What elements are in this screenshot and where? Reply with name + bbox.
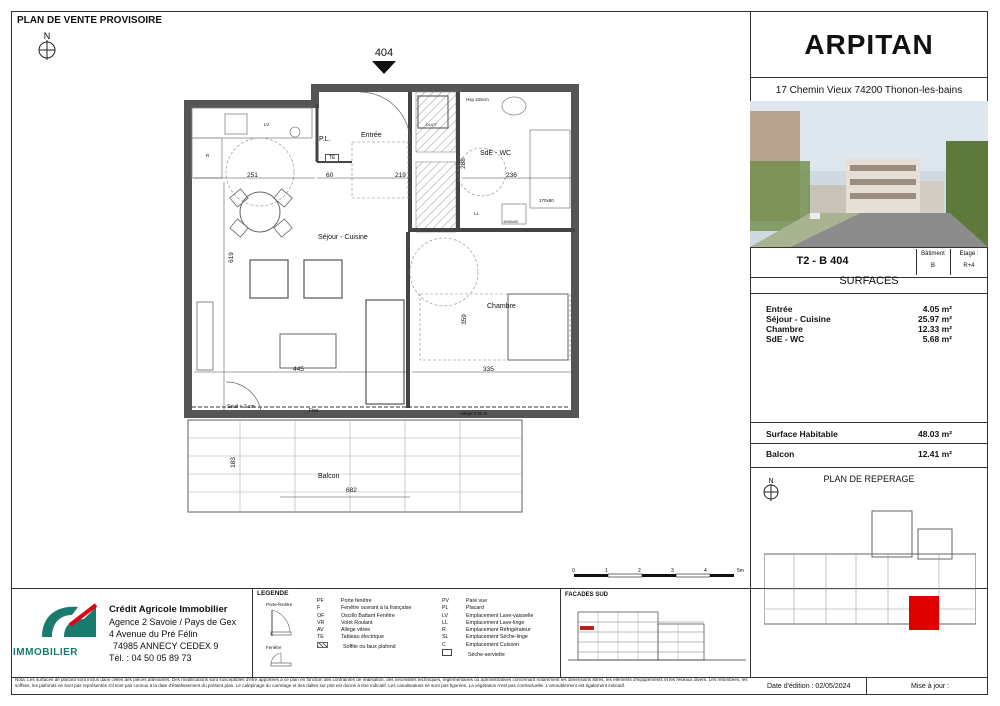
note-seuil: Seuil < 2 cm <box>227 404 255 410</box>
divider <box>750 467 988 468</box>
legend-item: PL Placard <box>442 605 484 612</box>
legend-porte-fenetre: Porte-fenêtre <box>266 602 293 607</box>
dim-183: 183 <box>229 457 237 468</box>
surface-habitable-value: 48.03 m² <box>917 429 952 439</box>
divider <box>866 677 867 695</box>
legend-item: LL Emplacement Lave-linge <box>442 619 525 626</box>
legend-item: C Emplacement Cuisson <box>442 641 519 648</box>
floor-value: R+4 <box>963 263 975 269</box>
facade-elevation <box>568 606 746 666</box>
divider <box>750 77 988 78</box>
project-photo <box>750 101 988 247</box>
dim-219: 219 <box>395 172 406 179</box>
surface-habitable-row <box>766 429 952 439</box>
logo-wordmark: IMMOBILIER <box>13 647 78 658</box>
legend-item: Soffite ou faux plafond <box>317 642 411 651</box>
repere-title: PLAN DE REPERAGE <box>823 474 915 484</box>
dim-60: 60 <box>326 172 334 179</box>
legend-item: SL Emplacement Sèche-linge <box>442 634 528 641</box>
note-fixe: Fixe <box>309 408 319 414</box>
agency-line3: 74985 ANNECY CEDEX 9 <box>113 641 219 651</box>
legend-item: AV Allège vitrée <box>317 627 371 634</box>
svg-text:N: N <box>43 31 51 41</box>
door-number: 404 <box>374 47 394 59</box>
note-bath: 170x80 <box>539 198 554 203</box>
note-r: R <box>206 153 210 158</box>
info-panel <box>750 11 988 591</box>
dim-236: 236 <box>506 172 517 179</box>
scale-tick: 3 <box>671 568 674 574</box>
divider <box>750 293 988 294</box>
surface-room: SdE - WC <box>766 334 805 344</box>
divider <box>750 677 988 678</box>
scale-tick: 2 <box>638 568 641 574</box>
legend-item: PF Porte fenêtre <box>317 598 372 604</box>
dim-619: 619 <box>227 252 235 263</box>
legend-item: VR Volet Roulant <box>317 619 373 626</box>
balcon-row <box>766 449 952 459</box>
note-duct: DUCT <box>426 122 438 127</box>
divider <box>750 443 988 444</box>
dim-359: 359 <box>460 314 468 325</box>
site-plan <box>764 509 976 631</box>
agency-line1: Agence 2 Savoie / Pays de Gex <box>109 617 237 627</box>
update-label: Mise à jour : <box>911 683 950 690</box>
north-arrow-icon <box>760 476 782 502</box>
surface-room: Chambre <box>766 324 803 334</box>
legend-title: LEGENDE <box>257 590 289 597</box>
svg-text:N: N <box>768 478 774 485</box>
credit-agricole-logo <box>38 601 100 641</box>
scale-tick: 0 <box>572 568 575 574</box>
porte-fenetre-symbol <box>270 608 292 638</box>
page-title: PLAN DE VENTE PROVISOIRE <box>17 15 163 26</box>
footer-note: Nota: Les surfaces de placard sont inclus dans celles des pièces attenantes. Des modifications sont susceptibles d'être apportées à ce plan en fonction des contraintes de réalisation, des nécessités techniques, réglementaires ou administratives concernant notamment les dimensions libres, les éléments d'équipements et les réseaux divers. Les retombées, les soffites, les plafonds ne sont pas représentés s'il sont pas connus à la date d'établissement du présent plan. Le calepinage du carrelage et des dalles sur plot est donné à titre indicatif. Les canalisations ne sont pas figurées. La végétation n'est pas contractuelle. L'ameublement est également indicatif. <box>15 677 748 688</box>
dim-288: 288 <box>459 158 467 169</box>
edition-date: Date d'édition : 02/05/2024 <box>767 683 851 690</box>
room-label-entree: Entrée <box>361 132 382 139</box>
balcon-label: Balcon <box>766 449 795 459</box>
project-address: 17 Chemin Vieux 74200 Thonon-les-bains <box>775 85 963 96</box>
divider <box>252 588 253 677</box>
room-label-sejour: Séjour - Cuisine <box>318 234 368 241</box>
surface-room: Séjour - Cuisine <box>766 314 831 324</box>
building-label: Bâtiment <box>921 251 945 257</box>
note-hsp: Hsp 225cm <box>466 97 489 102</box>
facades-title: FACADES SUD <box>565 592 609 598</box>
scale-ticks <box>572 568 744 574</box>
surface-row <box>766 314 952 324</box>
agency-block <box>109 604 236 664</box>
dim-251: 251 <box>247 172 258 179</box>
surface-area: 12.33 m² <box>917 324 952 334</box>
surfaces-title: SURFACES <box>839 275 899 287</box>
legend-fenetre: Fenêtre <box>266 645 282 650</box>
legend-item: R Emplacement Réfrigérateur <box>442 627 531 634</box>
surface-room: Entrée <box>766 304 793 314</box>
scale-tick: 5m <box>737 568 744 574</box>
surface-habitable-label: Surface Habitable <box>766 429 838 439</box>
legend-item: F Fenêtre ouvrant à la française <box>317 605 412 612</box>
legend-item: LV Emplacement Lave-vaisselle <box>442 612 534 619</box>
fenetre-symbol <box>270 651 292 669</box>
surface-area: 25.97 m² <box>917 314 952 324</box>
legend-column-2 <box>442 598 533 659</box>
note-allege: Allège 0.55 m <box>456 410 492 417</box>
surface-area: 5.68 m² <box>922 334 952 344</box>
floor-plan <box>180 82 580 522</box>
building-value: B <box>930 263 935 269</box>
legend-item: PV Pare vue <box>442 598 488 604</box>
agency-line2: 4 Avenue du Pré Félin <box>109 629 198 639</box>
surface-area: 4.05 m² <box>922 304 952 314</box>
legend-item: OF Oscillo Battant Fenêtre <box>317 612 395 619</box>
room-label-balcon: Balcon <box>318 473 340 480</box>
room-label-pl: P.L. <box>319 136 331 143</box>
balcon-value: 12.41 m² <box>917 449 952 459</box>
lot-row <box>750 247 988 277</box>
legend-column-1 <box>317 598 411 651</box>
dim-335: 335 <box>483 366 494 373</box>
divider <box>750 422 988 423</box>
north-arrow-icon <box>36 30 58 62</box>
lot-number: T2 - B 404 <box>796 255 849 267</box>
note-lv: LV <box>264 122 270 127</box>
project-name: ARPITAN <box>804 29 934 60</box>
note-ll: LL <box>474 211 480 216</box>
scale-tick: 1 <box>605 568 608 574</box>
divider <box>560 588 561 677</box>
note-shower: 1590x90 <box>503 219 519 224</box>
agency-phone: Tél. : 04 50 05 89 73 <box>109 653 192 663</box>
floor-label: Etage : <box>959 251 979 257</box>
entry-arrow-icon <box>372 61 396 75</box>
legend-item: Sèche-serviette <box>442 649 533 659</box>
dim-445: 445 <box>293 366 304 373</box>
surface-row <box>766 324 952 334</box>
surface-row <box>766 334 952 344</box>
room-label-chambre: Chambre <box>487 303 516 310</box>
agency-name: Crédit Agricole Immobilier <box>109 604 228 615</box>
legend-item: TE Tableau électrique <box>317 634 384 641</box>
room-label-te: TE <box>325 154 339 162</box>
dim-682: 682 <box>346 487 357 494</box>
scale-tick: 4 <box>704 568 707 574</box>
surface-row <box>766 304 952 314</box>
room-label-sde: SdE - WC <box>480 150 512 157</box>
